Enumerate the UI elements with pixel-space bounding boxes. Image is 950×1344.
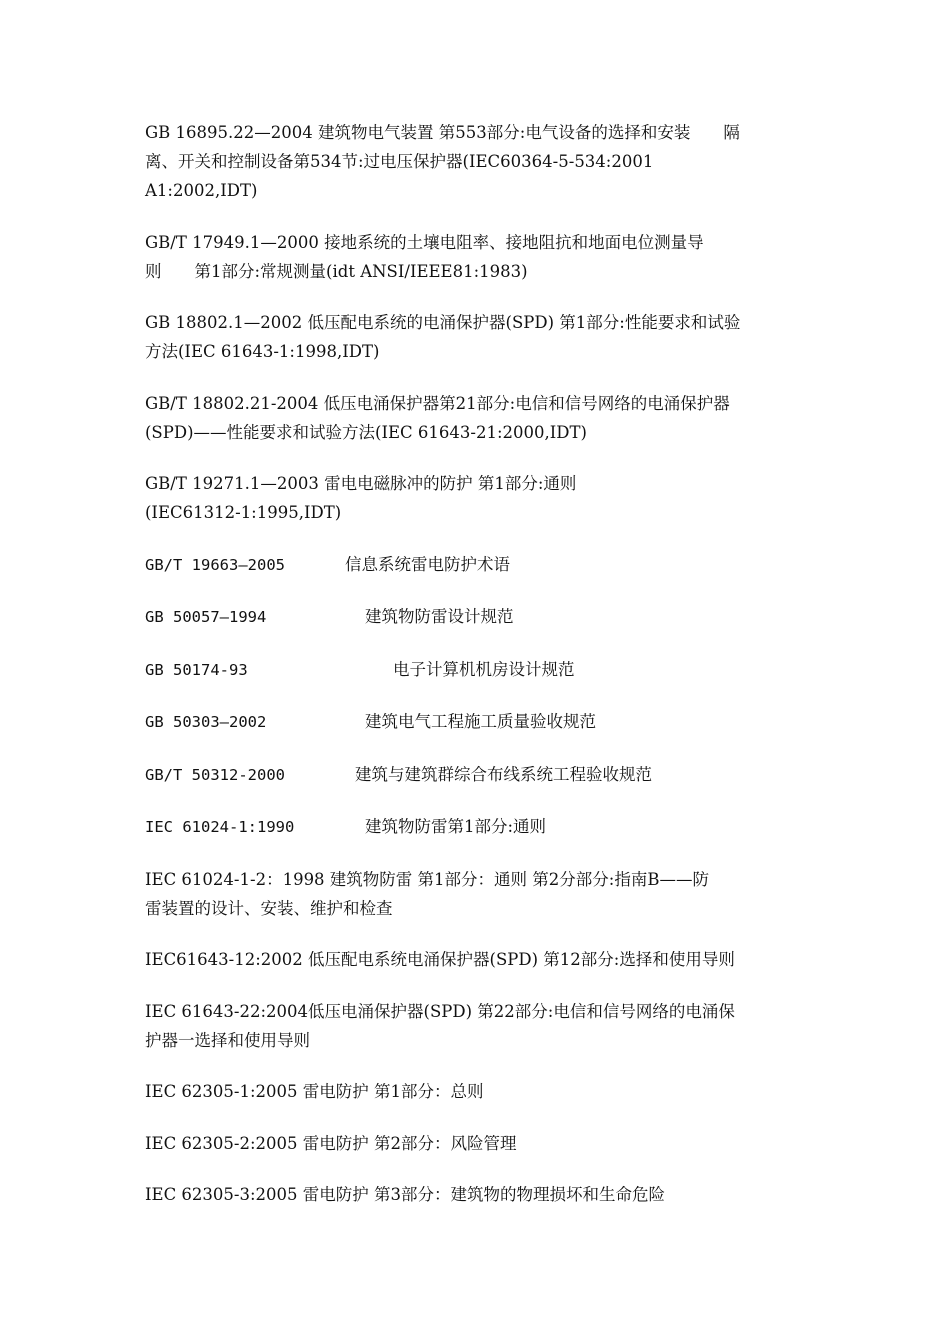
standard-entry-gbt-18802-21 (145, 389, 810, 447)
entry-line: 则 第1部分:常规测量(idt ANSI/IEEE81:1983) (145, 261, 528, 281)
entry-line: 方法(IEC 61643-1:1998,IDT) (145, 342, 380, 361)
standard-entry-gbt-19663 (145, 550, 810, 580)
standard-code: GB/T 50312-2000 (145, 765, 285, 784)
standard-entry-gb-50303 (145, 707, 810, 737)
standard-code: IEC 61024-1:1990 (145, 818, 295, 836)
entry-line: IEC 61024-1-2：1998 建筑物防雷 第1部分：通则 第2分部分:指南B——防 (145, 869, 709, 889)
standard-entry-gb-50057 (145, 602, 810, 632)
standard-entry-gbt-19271-1 (145, 469, 810, 527)
entry-line: 雷装置的设计、安装、维护和检查 (145, 898, 393, 918)
standard-code: GB 50057—1994 (145, 608, 267, 626)
entry-line: (SPD)——性能要求和试验方法(IEC 61643-21:2000,IDT) (145, 422, 587, 442)
entry-line: (IEC61312-1:1995,IDT) (145, 503, 342, 522)
entry-line: GB/T 18802.21-2004 低压电涌保护器第21部分:电信和信号网络的电涌保护器 (145, 393, 730, 413)
standard-entry-iec-62305-1 (145, 1077, 810, 1106)
standard-title: 建筑与建筑群综合布线系统工程验收规范 (355, 764, 652, 784)
standard-title: 电子计算机机房设计规范 (393, 659, 575, 679)
standards-list (145, 118, 810, 1232)
entry-line: IEC61643-12:2002 低压配电系统电涌保护器(SPD) 第12部分:选择和使用导则 (145, 950, 735, 969)
entry-line: IEC 62305-3:2005 雷电防护 第3部分：建筑物的物理损坏和生命危险 (145, 1185, 666, 1204)
standard-title: 建筑物防雷设计规范 (365, 607, 514, 626)
standard-title: 建筑物防雷第1部分:通则 (365, 817, 547, 836)
standard-entry-iec-62305-3 (145, 1180, 810, 1209)
standard-code: GB 50303—2002 (145, 713, 267, 731)
entry-line: IEC 61643-22:2004低压电涌保护器(SPD) 第22部分:电信和信号网络的电涌保 (145, 1001, 735, 1021)
standard-entry-iec-61024-1 (145, 812, 810, 842)
standard-entry-gb-18802-1 (145, 308, 810, 366)
entry-line: 离、开关和控制设备第534节:过电压保护器(IEC60364-5-534:2001 (145, 152, 654, 171)
standard-entry-iec-61643-12 (145, 945, 810, 974)
entry-line: GB 16895.22—2004 建筑物电气装置 第553部分:电气设备的选择和安装 隔 (145, 123, 740, 142)
standard-entry-iec-61024-1-2 (145, 865, 810, 923)
standard-title: 信息系统雷电防护术语 (345, 554, 510, 574)
entry-line: A1:2002,IDT) (145, 181, 258, 200)
standard-entry-gbt-50312 (145, 760, 810, 790)
standard-code: GB 50174-93 (145, 660, 248, 679)
entry-line: 护器一选择和使用导则 (145, 1030, 310, 1050)
entry-line: IEC 62305-1:2005 雷电防护 第1部分：总则 (145, 1082, 484, 1101)
standard-entry-iec-61643-22 (145, 997, 810, 1055)
standard-entry-iec-62305-2 (145, 1129, 810, 1158)
standard-entry-gb-16895-22 (145, 118, 810, 205)
standard-entry-gbt-17949-1 (145, 228, 810, 286)
standard-entry-gb-50174 (145, 655, 810, 685)
standard-code: GB/T 19663—2005 (145, 555, 285, 574)
entry-line: GB/T 19271.1—2003 雷电电磁脉冲的防护 第1部分:通则 (145, 474, 577, 493)
entry-line: GB/T 17949.1—2000 接地系统的土壤电阻率、接地阻抗和地面电位测量导 (145, 232, 704, 252)
standard-title: 建筑电气工程施工质量验收规范 (365, 712, 596, 731)
entry-line: IEC 62305-2:2005 雷电防护 第2部分：风险管理 (145, 1133, 517, 1153)
entry-line: GB 18802.1—2002 低压配电系统的电涌保护器(SPD) 第1部分:性能要求和试验 (145, 313, 741, 332)
